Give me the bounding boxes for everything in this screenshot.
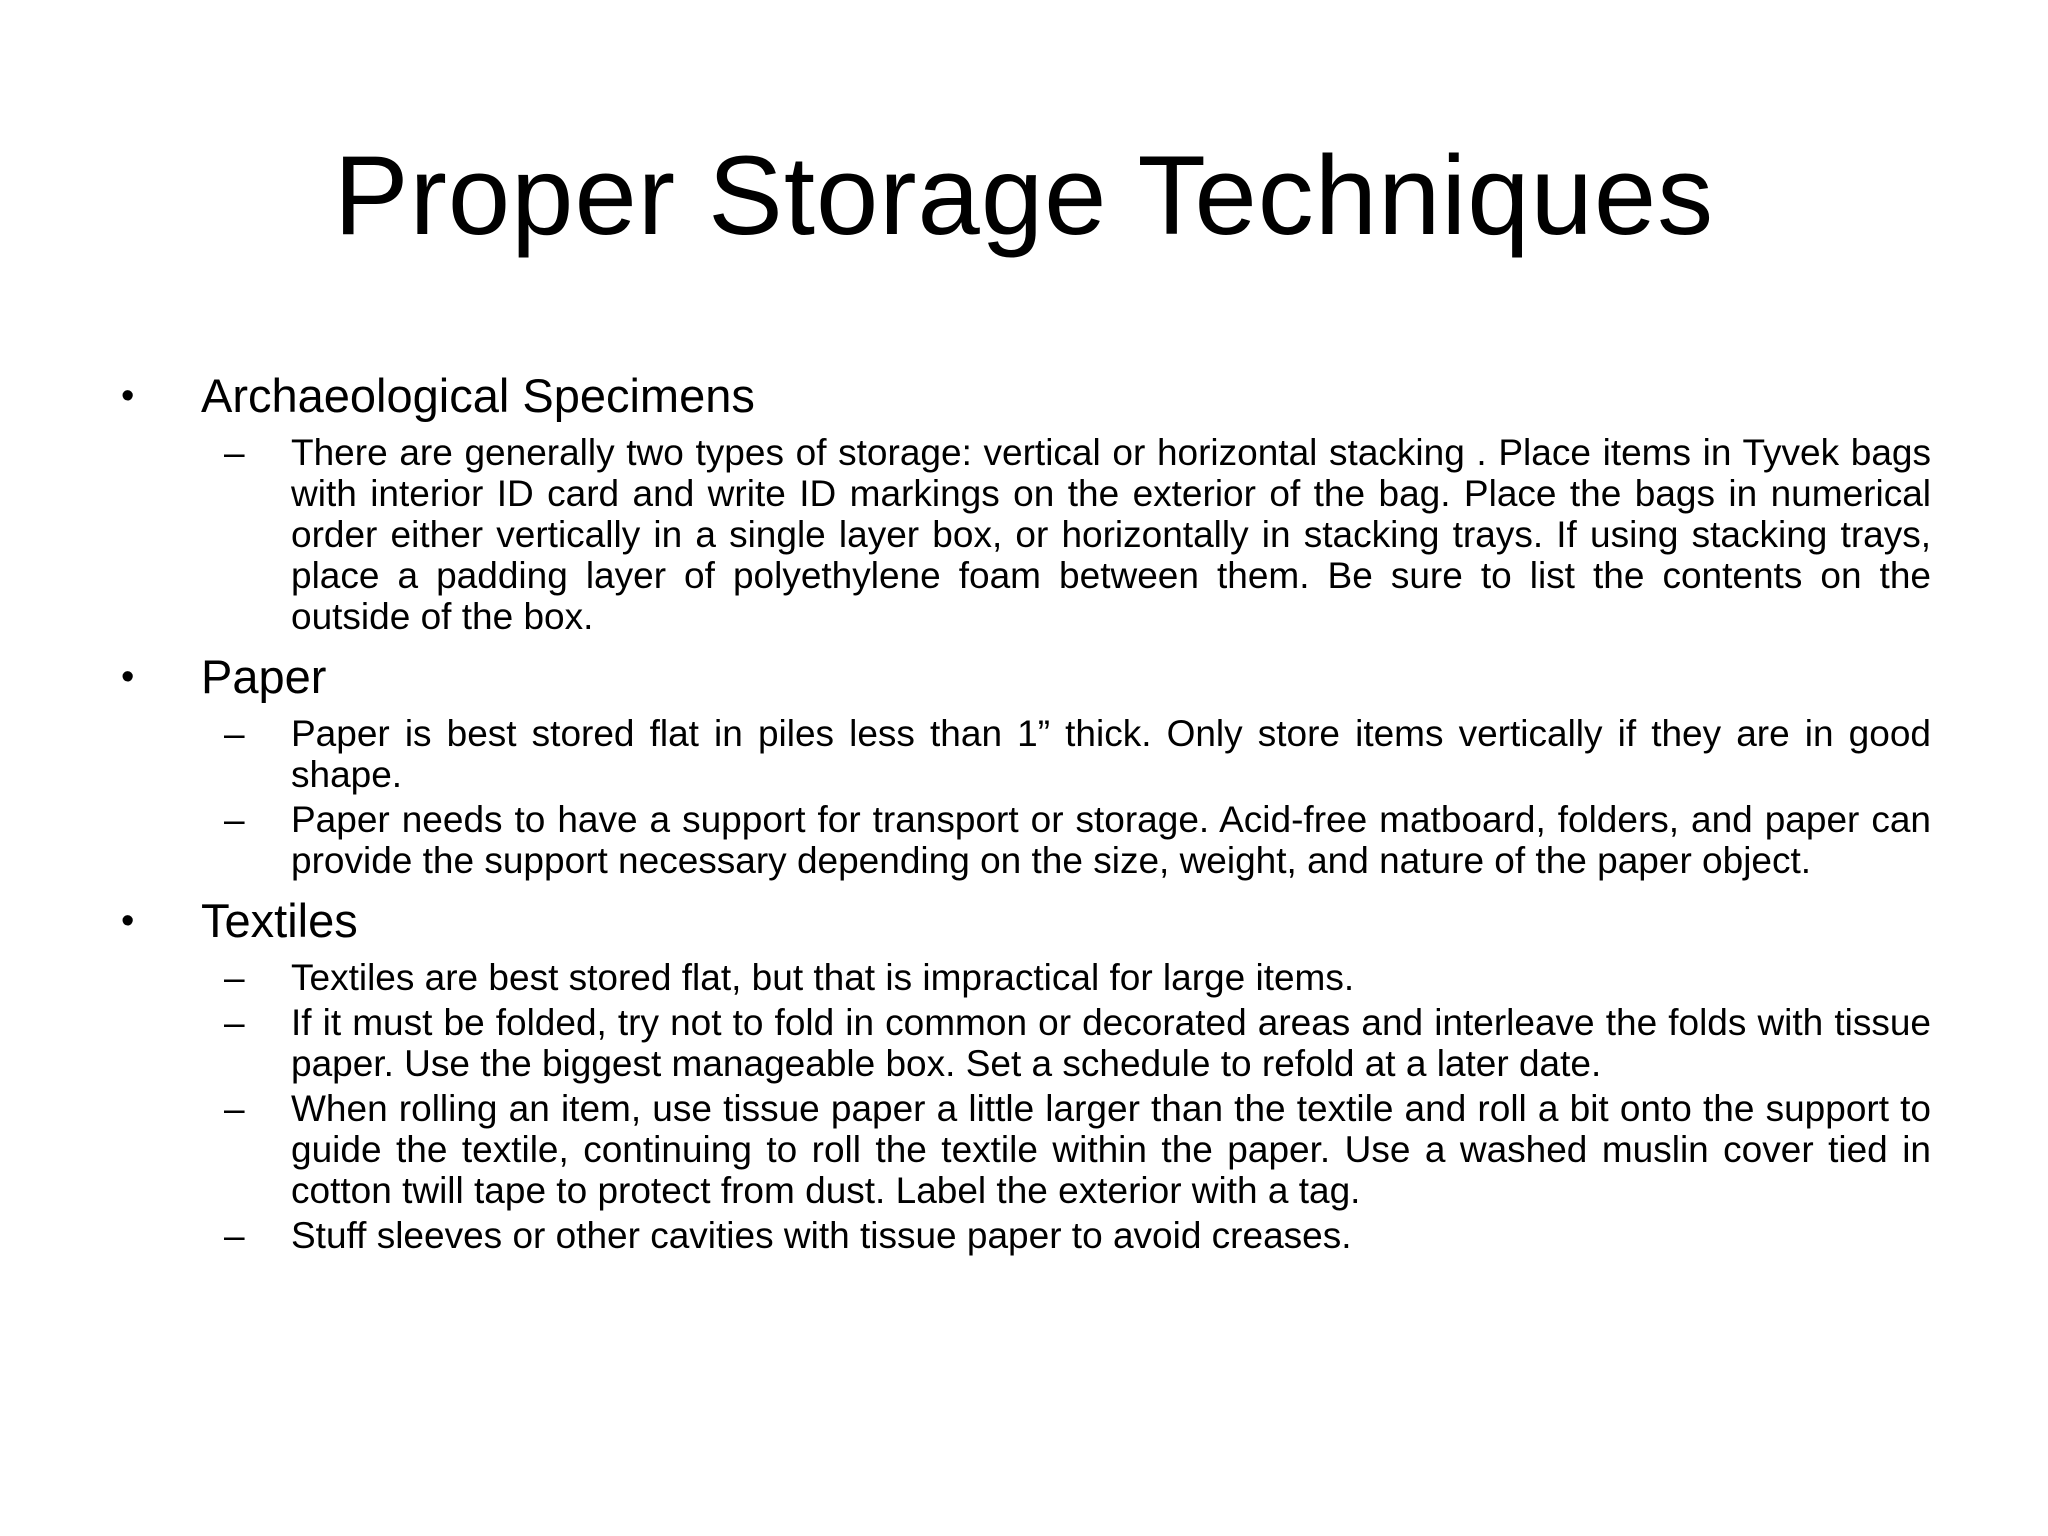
dash-icon: – [224,432,245,473]
section-label: Paper [201,650,327,703]
section-gap [0,637,2048,645]
section-heading [0,889,2048,953]
list-item [0,1215,2048,1256]
list-item [0,432,2048,637]
dash-icon: – [224,713,245,754]
section-label: Archaeological Specimens [201,369,755,422]
list-item-text: If it must be folded, try not to fold in common or decorated areas and interleave the folds with tissue paper. Use the biggest manageable box. Set a schedule to refold at a later date. [291,1002,1931,1084]
section-textiles [0,889,2048,1256]
section-archaeological-specimens [0,364,2048,637]
dash-icon: – [224,957,245,998]
list-item-text: There are generally two types of storage: vertical or horizontal stacking . Place items in Tyvek bags with interior ID card and write ID markings on the exterior of the bag. Place the bags in numerical order either vertically in a single layer box, or horizontally in stacking trays. If using stacking trays, place a padding layer of polyethylene foam between them. Be sure to list the contents on the outside of the box. [291,432,1931,637]
list-item-text: When rolling an item, use tissue paper a little larger than the textile and roll a bit onto the support to guide the textile, continuing to roll the textile within the paper. Use a washed muslin cover tied in cotton twill tape to protect from dust. Label the exterior with a tag. [291,1088,1931,1211]
list-item-text: Textiles are best stored flat, but that is impractical for large items. [291,957,1355,998]
section-gap [0,881,2048,889]
bullet-icon: • [121,656,135,698]
list-item [0,799,2048,881]
list-item-text: Paper is best stored flat in piles less than 1” thick. Only store items vertically if they are in good shape. [291,713,1931,795]
section-heading [0,645,2048,709]
bullet-icon: • [121,900,135,942]
list-item [0,1088,2048,1211]
dash-icon: – [224,1002,245,1043]
bullet-icon: • [121,375,135,417]
list-item [0,957,2048,998]
dash-icon: – [224,1215,245,1256]
slide-title: Proper Storage Techniques [333,133,1715,258]
section-heading [0,364,2048,428]
dash-icon: – [224,1088,245,1129]
slide-content [0,364,2048,1256]
section-label: Textiles [201,894,358,947]
dash-icon: – [224,799,245,840]
section-paper [0,645,2048,881]
list-item-text: Paper needs to have a support for transport or storage. Acid-free matboard, folders, and paper can provide the support necessary depending on the size, weight, and nature of the paper object. [291,799,1931,881]
list-item [0,1002,2048,1084]
list-item-text: Stuff sleeves or other cavities with tissue paper to avoid creases. [291,1215,1352,1256]
list-item [0,713,2048,795]
